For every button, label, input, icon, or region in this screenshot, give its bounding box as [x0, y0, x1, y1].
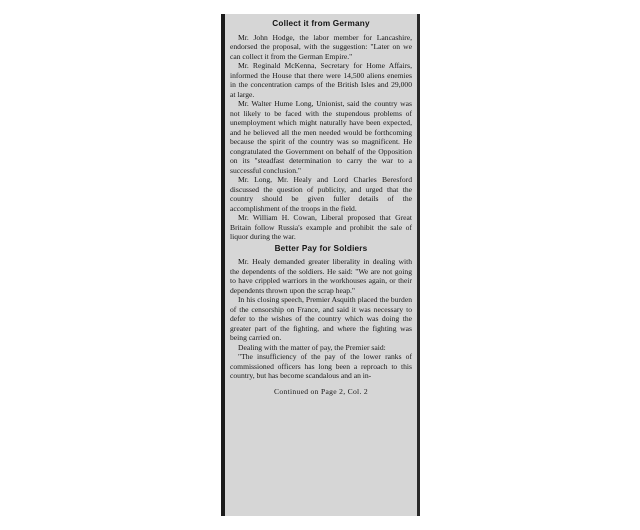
newspaper-clipping [221, 14, 420, 516]
paragraph: Mr. William H. Cowan, Liberal proposed that Great Britain follow Russia's example and prohibit the sale of liquor during the war. [230, 213, 412, 241]
scan-edge-left [221, 14, 225, 516]
paragraph: Mr. Reginald McKenna, Secretary for Home Affairs, informed the House that there were 14,500 aliens enemies in the concentration camps of the British Isles and 29,000 at large. [230, 61, 412, 99]
paragraph: Mr. Walter Hume Long, Unionist, said the country was not likely to be faced with the stupendous problems of unemployment which might naturally have been expected, and he believed all the men needed would be forthcoming because the spirit of the country was so magnificent. He congratulated the Government on behalf of the Opposition on its "steadfast determination to carry the war to a successful conclusion." [230, 99, 412, 175]
paragraph: In his closing speech, Premier Asquith placed the burden of the censorship on France, and said it was necessary to defer to the wishes of the country which was doing the greater part of the fighting, and where the fighting was being carried on. [230, 295, 412, 342]
paragraph: Mr. John Hodge, the labor member for Lancashire, endorsed the proposal, with the suggestion: "Later on we can collect it from the German Empire." [230, 32, 412, 61]
continuation-note: Continued on Page 2, Col. 2 [274, 386, 368, 396]
paragraph: "The insufficiency of the pay of the lower ranks of commissioned officers has long been a reproach to this country, but has become scandalous and an in- [230, 352, 412, 380]
paragraph: Mr. Healy demanded greater liberality in dealing with the dependents of the soldiers. He said: "We are not going to have crippled warriors in the workhouses again, or their dependents thrown upon the scrap heap." [230, 257, 412, 295]
scan-edge-right [417, 14, 420, 516]
article-column [230, 17, 412, 516]
section-heading-pay: Better Pay for Soldiers [274, 243, 368, 253]
section-heading-germany: Collect it from Germany [272, 19, 370, 28]
paragraph: Mr. Long, Mr. Healy and Lord Charles Beresford discussed the question of publicity, and urged that the country should be given fuller details of the accomplishment of the troops in the field. [230, 175, 412, 213]
paragraph: Dealing with the matter of pay, the Premier said: [238, 342, 386, 352]
